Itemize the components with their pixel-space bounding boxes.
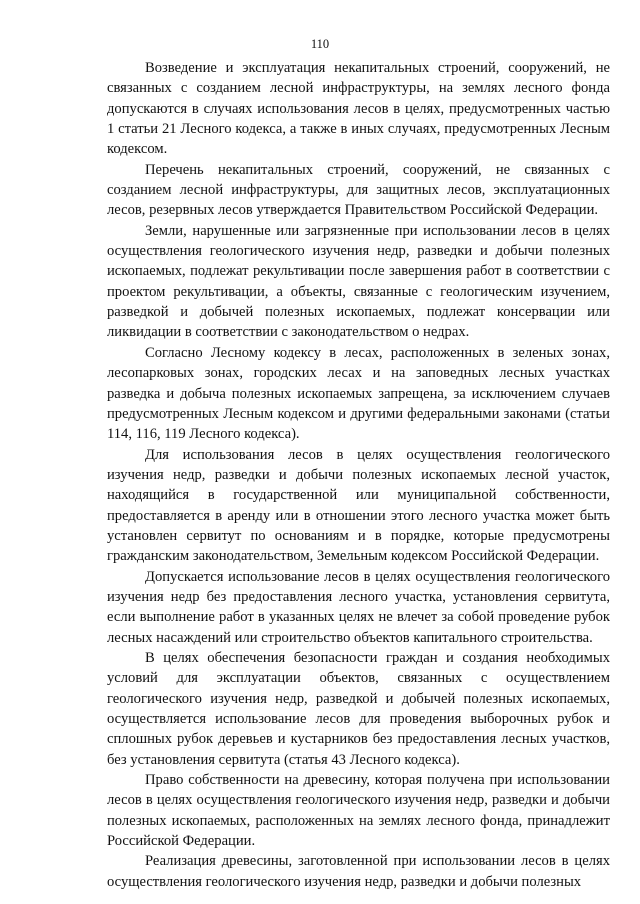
body-text (107, 58, 610, 892)
paragraph-safety-felling: В целях обеспечения безопасности граждан и создания необходимых условий для эксплуатации объектов, связанных с осуществлением геологического изучения недр, разведкой и добычей полезных ископаемых, осуществляется использование лесов для проведения выборочных рубок и сплошных рубок деревьев и кустарников без предоставления лесных участков, без установления сервитута (статья 43 Лесного кодекса). (107, 649, 610, 768)
paragraph-lease-or-servitude: Для использования лесов в целях осуществления геологического изучения недр, разведки и добычи полезных ископаемых лесной участок, находящийся в государственной или муниципальной собственности, предоставляется в аренду или в отношении этого лесного участка может быть установлен сервитут по основаниям и в порядке, которые предусмотрены гражданским законодательством, Земельным кодексом Российской Федерации. (107, 446, 610, 565)
paragraph-land-recultivation: Земли, нарушенные или загрязненные при использовании лесов в целях осуществления геологического изучения недр, разведки и добычи полезных ископаемых, подлежат рекультивации после завершения работ в соответствии с проектом рекультивации, а объекты, связанные с геологическим изучением, разведкой и добычей полезных ископаемых, подлежат консервации или ликвидации в соответствии с законодательством о недрах. (107, 222, 610, 341)
paragraph-structures-list-approval: Перечень некапитальных строений, сооружений, не связанных с созданием лесной инфраструктуры, для защитных лесов, эксплуатационных лесов, резервных лесов утверждается Правительством Российской Федерации. (107, 161, 610, 219)
page-number: 110 (310, 37, 330, 51)
paragraph-timber-ownership: Право собственности на древесину, которая получена при использовании лесов в целях осуществления геологического изучения недр, разведки и добычи полезных ископаемых, расположенных на землях лесного фонда, принадлежит Российской Федерации. (107, 772, 610, 850)
paragraph-use-without-plot: Допускается использование лесов в целях осуществления геологического изучения недр без предоставления лесного участка, установления сервитута, если выполнение работ в указанных целях не влечет за собой проведение рубок лесных насаждений или строительство объектов капитального строительства. (107, 568, 610, 646)
paragraph-protected-forests-prohibition: Согласно Лесному кодексу в лесах, расположенных в зеленых зонах, лесопарковых зонах, городских лесах и на заповедных лесных участках разведка и добыча полезных ископаемых запрещена, за исключением случаев предусмотренных Лесным кодексом и другими федеральными законами (статьи 114, 116, 119 Лесного кодекса). (107, 344, 610, 443)
paragraph-timber-sale: Реализация древесины, заготовленной при использовании лесов в целях осуществления геологического изучения недр, разведки и добычи полезных (107, 853, 610, 890)
paragraph-nonpermanent-structures: Возведение и эксплуатация некапитальных строений, сооружений, не связанных с созданием лесной инфраструктуры, на землях лесного фонда допускаются в случаях использования лесов в целях, предусмотренных частью 1 статьи 21 Лесного кодекса, а также в иных случаях, предусмотренных Лесным кодексом. (107, 60, 610, 158)
